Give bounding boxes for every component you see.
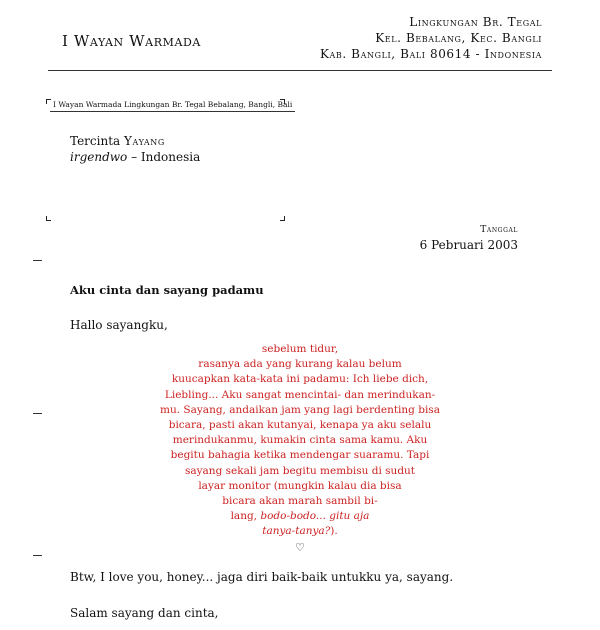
poem-line: mu. Sayang, andaikan jam yang lagi berdenting bisa [160, 403, 440, 416]
poem-line: Liebling... Aku sangat mencintai- dan merindukan- [164, 388, 436, 401]
letter-greeting: Hallo sayangku, [70, 318, 168, 332]
poem-block [70, 342, 530, 540]
recipient-place-line [70, 149, 200, 165]
fold-mark [33, 260, 42, 261]
poem-line: sebelum tidur, [261, 343, 339, 355]
header-divider [48, 70, 552, 71]
address-window-corner [280, 216, 285, 221]
poem-line: begitu bahagia ketika mendengar suaramu. Tapi [170, 449, 430, 462]
poem-line-prefix: lang, [230, 510, 261, 523]
date-block [420, 225, 518, 252]
poem-line: rasanya ada yang kurang kalau belum [198, 358, 402, 371]
date-value: 6 Pebruari 2003 [419, 238, 518, 252]
heart-icon: ♡ [295, 541, 305, 554]
recipient-salutation: Tercinta [70, 134, 121, 148]
sender-address-line: Kab. Bangli, Bali 80614 - Indonesia [319, 47, 542, 61]
poem-line: sayang sekali jam begitu membisu di sudut [184, 464, 416, 477]
poem-line: bicara, pasti akan kutanyai, kenapa ya aku selalu [168, 419, 432, 432]
sender-address-line: Lingkungan Br. Tegal [409, 15, 542, 29]
poem-line: merindukanmu, kumakin cinta sama kamu. Aku [172, 434, 428, 447]
poem-line [70, 509, 530, 524]
letter-subject: Aku cinta dan sayang padamu [70, 283, 264, 297]
recipient-address [70, 133, 200, 165]
poem-line: kuucapkan kata-kata ini padamu: Ich liebe dich, [171, 373, 429, 386]
poem-line: bicara akan marah sambil bi- [222, 495, 378, 508]
recipient-country: – Indonesia [131, 150, 201, 164]
recipient-place: irgendwo [70, 150, 128, 164]
address-window-corner [46, 99, 51, 104]
fold-mark [33, 555, 42, 556]
address-window-corner [280, 99, 285, 104]
letter-signoff: Salam sayang dan cinta, [70, 606, 219, 620]
recipient-name-line [70, 133, 200, 149]
return-address: I Wayan Warmada Lingkungan Br. Tegal Bebalang, Bangli, Bali [50, 100, 295, 112]
address-window-corner [46, 216, 51, 221]
sender-name: I Wayan Warmada [62, 32, 201, 50]
poem-line-suffix: ). [330, 525, 338, 538]
sender-address-line: Kel. Bebalang, Kec. Bangli [375, 31, 542, 45]
sender-address [320, 14, 542, 62]
poem-line-italic: bodo-bodo... gitu aja [260, 510, 370, 523]
letter-closing-line: Btw, I love you, honey... jaga diri baik-baik untukku ya, sayang. [70, 570, 454, 584]
recipient-name: Yayang [124, 134, 165, 148]
fold-mark [33, 413, 42, 414]
poem-line-italic: tanya-tanya? [262, 525, 331, 538]
poem-line: layar monitor (mungkin kalau dia bisa [198, 479, 402, 492]
poem-line [70, 524, 530, 539]
date-label: Tanggal [480, 225, 518, 235]
